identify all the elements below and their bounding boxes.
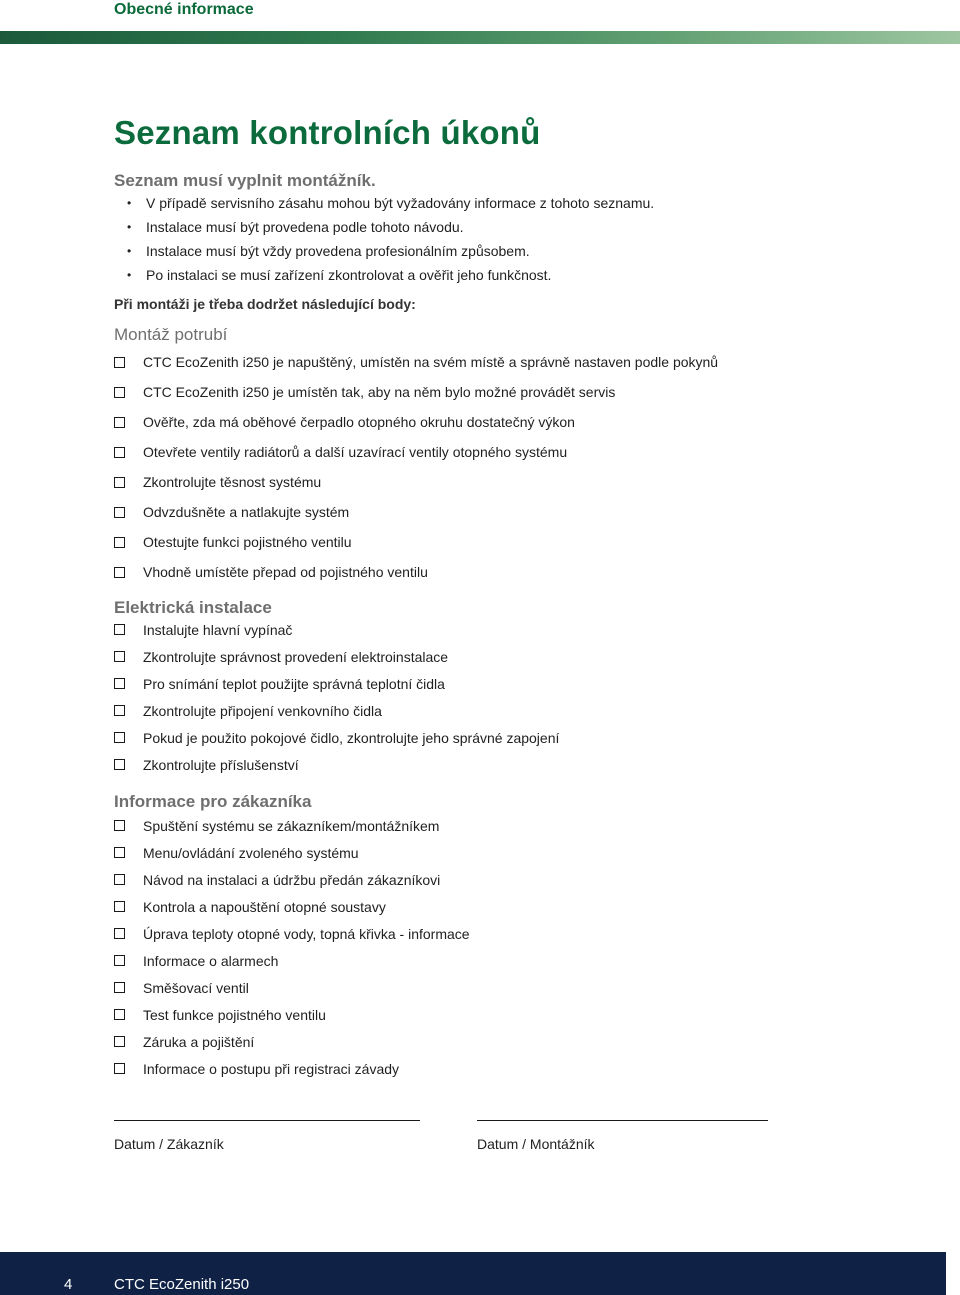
checklist-item-label: Test funkce pojistného ventilu: [143, 1006, 326, 1023]
checklist-item-label: Pro snímání teplot použijte správná teplotní čidla: [143, 675, 445, 692]
checklist-piping: [114, 347, 718, 587]
page-subtitle: Seznam musí vyplnit montážník.: [114, 171, 376, 190]
checklist-item[interactable]: [114, 616, 559, 643]
checklist-item-label: Vhodně umístěte přepad od pojistného ventilu: [143, 564, 428, 580]
checkbox[interactable]: [114, 874, 125, 885]
checklist-item-label: Menu/ovládání zvoleného systému: [143, 844, 359, 861]
section-heading-electrical: Elektrická instalace: [114, 598, 272, 617]
signature-label-installer: Datum / Montážník: [477, 1136, 595, 1152]
checklist-item-label: Spuštění systému se zákazníkem/montážníkem: [143, 817, 440, 834]
checklist-item[interactable]: [114, 347, 718, 377]
checkbox[interactable]: [114, 759, 125, 770]
checkbox[interactable]: [114, 357, 125, 368]
signature-line-installer[interactable]: [477, 1120, 768, 1121]
checklist-item[interactable]: [114, 557, 718, 587]
checklist-item-label: CTC EcoZenith i250 je umístěn tak, aby na něm bylo možné provádět servis: [143, 384, 616, 400]
rule-note: Při montáži je třeba dodržet následující body:: [114, 296, 416, 312]
checklist-item[interactable]: [114, 839, 470, 866]
checklist-customer: [114, 812, 470, 1082]
checklist-item[interactable]: [114, 377, 718, 407]
checklist-item-label: Odvzdušněte a natlakujte systém: [143, 504, 350, 520]
signature-line-customer[interactable]: [114, 1120, 420, 1121]
checklist-item-label: Zkontrolujte připojení venkovního čidla: [143, 702, 382, 719]
checklist-item[interactable]: [114, 866, 470, 893]
intro-bullet: • Po instalaci se musí zařízení zkontrolovat a ověřit jeho funkčnost.: [127, 266, 654, 290]
checklist-item[interactable]: [114, 1028, 470, 1055]
checklist-item[interactable]: [114, 893, 470, 920]
checkbox[interactable]: [114, 447, 125, 458]
checklist-item-label: Instalujte hlavní vypínač: [143, 621, 293, 638]
checkbox[interactable]: [114, 507, 125, 518]
checklist-item-label: Zkontrolujte správnost provedení elektroinstalace: [143, 648, 449, 665]
checkbox[interactable]: [114, 705, 125, 716]
header-bar: [0, 31, 960, 44]
checklist-item[interactable]: [114, 1055, 470, 1082]
checklist-item-label: Zkontrolujte příslušenství: [143, 756, 299, 773]
checkbox[interactable]: [114, 624, 125, 635]
checklist-item[interactable]: [114, 527, 718, 557]
checklist-item[interactable]: [114, 437, 718, 467]
checkbox[interactable]: [114, 732, 125, 743]
intro-bullet: • V případě servisního zásahu mohou být vyžadovány informace z tohoto seznamu.: [127, 194, 654, 218]
checklist-item-label: Informace o alarmech: [143, 952, 279, 969]
checklist-item-label: Ověřte, zda má oběhové čerpadlo otopného okruhu dostatečný výkon: [143, 414, 575, 430]
checkbox[interactable]: [114, 901, 125, 912]
checkbox[interactable]: [114, 820, 125, 831]
checklist-item[interactable]: [114, 974, 470, 1001]
checkbox[interactable]: [114, 1063, 125, 1074]
checklist-item[interactable]: [114, 1001, 470, 1028]
checkbox[interactable]: [114, 567, 125, 578]
checklist-item-label: Návod na instalaci a údržbu předán zákazníkovi: [143, 871, 441, 888]
section-heading-customer: Informace pro zákazníka: [114, 792, 312, 811]
checklist-electrical: [114, 616, 559, 778]
checkbox[interactable]: [114, 955, 125, 966]
checklist-item-label: Pokud je použito pokojové čidlo, zkontrolujte jeho správné zapojení: [143, 729, 560, 746]
checklist-item-label: Směšovací ventil: [143, 979, 249, 996]
checklist-item[interactable]: [114, 697, 559, 724]
signature-label-customer: Datum / Zákazník: [114, 1136, 224, 1152]
header-title: Obecné informace: [114, 1, 254, 18]
intro-bullet: • Instalace musí být vždy provedena profesionálním způsobem.: [127, 242, 654, 266]
checklist-item[interactable]: [114, 643, 559, 670]
checklist-item[interactable]: [114, 467, 718, 497]
checklist-item[interactable]: [114, 497, 718, 527]
checklist-item[interactable]: [114, 407, 718, 437]
checkbox[interactable]: [114, 1036, 125, 1047]
section-heading-piping: Montáž potrubí: [114, 325, 228, 344]
checklist-item-label: Informace o postupu při registraci závady: [143, 1060, 400, 1077]
checkbox[interactable]: [114, 651, 125, 662]
checkbox[interactable]: [114, 1009, 125, 1020]
checklist-item[interactable]: [114, 724, 559, 751]
intro-bullet-list: [127, 194, 654, 290]
checkbox[interactable]: [114, 678, 125, 689]
checkbox[interactable]: [114, 537, 125, 548]
checklist-item[interactable]: [114, 947, 470, 974]
checklist-item-label: CTC EcoZenith i250 je napuštěný, umístěn na svém místě a správně nastaven podle pokynů: [143, 354, 719, 370]
checklist-item-label: Zkontrolujte těsnost systému: [143, 474, 322, 490]
checkbox[interactable]: [114, 847, 125, 858]
checklist-item[interactable]: [114, 812, 470, 839]
checklist-item-label: Úprava teploty otopné vody, topná křivka - informace: [143, 925, 470, 942]
checkbox[interactable]: [114, 928, 125, 939]
checkbox[interactable]: [114, 982, 125, 993]
checklist-item-label: Kontrola a napouštění otopné soustavy: [143, 898, 386, 915]
checklist-item-label: Otevřete ventily radiátorů a další uzavírací ventily otopného systému: [143, 444, 568, 460]
footer-edge: [946, 1252, 960, 1295]
intro-bullet: • Instalace musí být provedena podle tohoto návodu.: [127, 218, 654, 242]
footer-page-number: 4: [64, 1276, 73, 1293]
page-title: Seznam kontrolních úkonů: [114, 114, 541, 151]
checklist-item-label: Otestujte funkci pojistného ventilu: [143, 534, 352, 550]
checklist-item[interactable]: [114, 751, 559, 778]
checklist-item[interactable]: [114, 670, 559, 697]
checkbox[interactable]: [114, 477, 125, 488]
footer-product-name: CTC EcoZenith i250: [114, 1276, 250, 1293]
checkbox[interactable]: [114, 387, 125, 398]
checklist-item-label: Záruka a pojištění: [143, 1033, 255, 1050]
checkbox[interactable]: [114, 417, 125, 428]
checklist-item[interactable]: [114, 920, 470, 947]
